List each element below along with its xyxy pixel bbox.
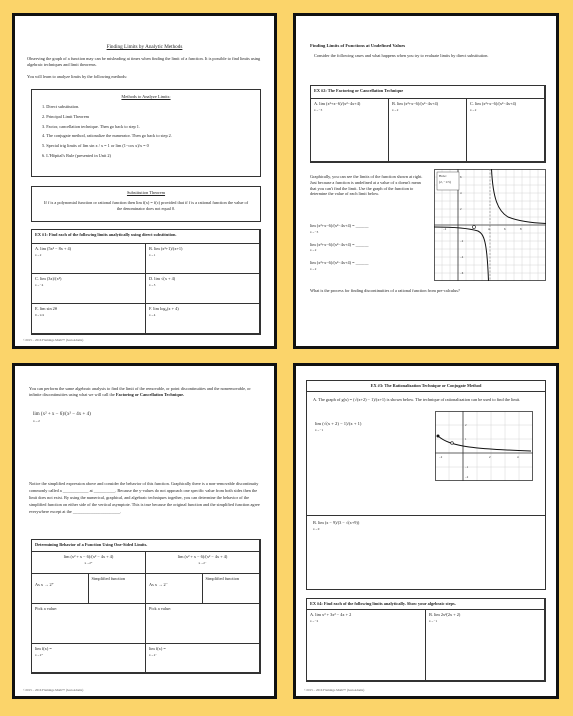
y-tick-label: −2 [465, 475, 469, 479]
intro-paragraph: You can perform the same algebraic analysis to find the limit of the removable, or point discontinuities and the nonremovable, or infinite discontinuities using what we will call the Factoring or Cancellation Technique. [29, 386, 251, 397]
ex1-cell-f: F. lim log₂(x + 4) x→4 [146, 304, 260, 334]
x-tick-label: 4 [488, 227, 490, 231]
ex1-table [31, 229, 261, 335]
graph-svg [435, 411, 533, 481]
method-item: 6. L'Hôpital's Rule (presented in Unit 2) [42, 152, 111, 158]
intro-paragraph: Observing the graph of a function may can be misleading at times when finding the limit of a function. It is possible to find limits using algebraic techniques and limit theorems. [27, 56, 261, 67]
ex3-box [306, 380, 546, 590]
x-tick-label: 2 [489, 455, 491, 459]
y-tick-label: 2 [460, 207, 462, 211]
ex4-table [306, 598, 546, 682]
right-simplified-row [146, 574, 260, 604]
footer: ©2015 – 2016 Flamingo Math™ (Jean Adams) [23, 688, 84, 692]
simplified-function-label: Simplified function [205, 576, 240, 581]
limit-blank-3: lim (x²+x−6)/(x²−4x+4) = ______ x→2 [310, 260, 369, 271]
ex1-title: EX #1: Find each of the following limits analytically using direct substitution. [32, 230, 260, 244]
ex1-cell-e: E. lim sin 2θ θ→π/4 [32, 304, 146, 334]
as-x-approaches-right: As x → 2⁺ [32, 574, 89, 603]
asymptote-paragraph: Notice the simplified expression above and consider the behavior of this function. Graphically there is a non-removable discontinuity commonly called a ____________ at __________. Because the y-values do not approach one specific value from both sides then the limit does not exist. By using the numerical, graphical, and algebraic techniques together, you can determine the behavior of the simplified function on either side of the vertical asymptote. This is true because the original function and the simplified function agree everywhere except at the ______________________. [29, 481, 260, 514]
ex2-cell-a: A. lim (x²+x−6)/(x²−4x+4) x→−3 [311, 99, 389, 162]
x-tick-label: 8 [520, 227, 522, 231]
rationalization-graph [435, 411, 533, 481]
ex4-title: EX #4: Find each of the following limits analytically. Show your algebraic steps. [307, 599, 545, 610]
right-pick-value: Pick a value: [146, 604, 260, 644]
ex2-title: EX #2: The Factoring or Cancellation Technique [311, 86, 545, 99]
graph-explanation: Graphically, you can see the limits of the function shown at right. Just because a function is undefined at a value of x doesn't mean that you can't find the limit. Use the graph of the function to determine the value of each limit below. [310, 174, 423, 197]
y-tick-label: 4 [460, 191, 462, 195]
substitution-theorem-box [31, 186, 261, 222]
hole-label: Hole: [439, 174, 447, 178]
endpoint [437, 435, 440, 438]
right-limit-header: lim (x² + x − 6)/(x² − 4x + 4) x→2⁻ [146, 552, 260, 574]
left-limit-result: lim f(x) = x→2⁺ [32, 644, 146, 673]
ex1-cell-c: C. lim (3x)/(x²) x→−4 [32, 274, 146, 304]
x-tick-label: 4 [517, 455, 519, 459]
right-limit-result: lim f(x) = x→2⁻ [146, 644, 260, 673]
one-sided-limits-table [31, 539, 261, 674]
left-pick-value: Pick a value: [32, 604, 146, 644]
page-heading: Finding Limits of Functions at Undefined Values [310, 43, 406, 48]
ex1-cell-d: D. lim √(x + 4) x→5 [146, 274, 260, 304]
y-tick-label: −6 [460, 271, 464, 275]
intro-methods-line: You will learn to analyze limits by the following methods: [27, 74, 128, 79]
ex3-part-a-limit: lim (√(x + 2) − 1)/(x + 1) x→−1 [315, 421, 362, 433]
methods-box [31, 89, 261, 177]
ex3-title: EX #3: The Rationalization Technique or Conjugate Method [307, 381, 545, 392]
rational-function-graph [434, 169, 546, 281]
intro-paragraph: Consider the following cases and what happens when you try to evaluate limits by direct substitution. [314, 53, 489, 58]
method-item: 1. Direct substitution. [42, 103, 80, 109]
y-tick-label: 1 [465, 437, 467, 441]
x-tick-label: 2 [472, 227, 474, 231]
ex1-cell-a: A. lim (5x² − 8x + 4) x→2 [32, 244, 146, 274]
y-tick-label: −2 [460, 239, 464, 243]
left-limit-header: lim (x² + x − 6)/(x² − 4x + 4) x→2⁺ [32, 552, 146, 574]
ex4-cell-b: B. lim 2x²(2x + 2) x→−1 [426, 610, 545, 681]
ex3-part-a-text: A. The graph of g(x) = (√(x+2) − 1)/(x+1) is shown below. The technique of rationalization can be used to find the limit. [313, 396, 521, 402]
simplified-function-label: Simplified function [91, 576, 126, 581]
method-item: 2. Principal Limit Theorem [42, 113, 89, 119]
x-tick-label: 6 [504, 227, 506, 231]
method-item: 3. Factor, cancellation technique. Then go back to step 1. [42, 123, 140, 129]
table-title: Determining Behavior of a Function Using One-Sided Limits. [32, 540, 260, 552]
substitution-theorem-title: Substitution Theorem [126, 190, 166, 195]
ex2-cell-c: C. lim (x²+x−6)/(x²−4x+4) x→2 [467, 99, 545, 162]
x-tick-label: −2 [439, 455, 443, 459]
main-limit-expression: lim (x² + x − 6)/(x² − 4x + 4) x→2 [33, 412, 91, 423]
footer: ©2015 – 2016 Flamingo Math™ (Jean Adams) [23, 338, 84, 342]
hole-point-label: (2, −1/5) [439, 180, 451, 184]
limit-blank-1: lim (x²+x−6)/(x²−4x+4) = ______ x→−3 [310, 223, 369, 234]
hole-point [451, 442, 454, 445]
discontinuity-question: What is the process for finding discontinuities of a rational function from pre-calculus? [310, 288, 460, 293]
x-tick-label: −2 [443, 227, 447, 231]
method-item: 4. The conjugate method, rationalize the numerator. Then go back to step 2. [42, 133, 172, 139]
methods-box-title: Methods to Analyze Limits: [121, 94, 171, 99]
ex4-cell-a: A. lim x³ + 3x² − 4x + 2 x→−2 [307, 610, 426, 681]
method-item: 5. Special trig limits of lim sin x / x = 1 or lim (1−cos x)/x = 0 [42, 143, 149, 149]
worksheet-page-4 [293, 363, 559, 699]
ex3-part-b: B. lim (x − 9)/(3 − √(x+9)) x→0 [307, 515, 545, 536]
limit-blanks [310, 223, 428, 272]
worksheet-page-2 [293, 13, 559, 349]
footer: ©2015 – 2016 Flamingo Math™ (Jean Adams) [304, 688, 365, 692]
page-title: Finding Limits by Analytic Methods [106, 44, 183, 50]
ex1-cell-b: B. lim (x³+1)/(x+1) x→1 [146, 244, 260, 274]
limit-blank-2: lim (x²+x−6)/(x²−4x+4) = ______ x→2 [310, 241, 369, 253]
worksheet-page-3 [12, 363, 277, 699]
ex2-table [310, 85, 546, 163]
substitution-theorem-text: If f is a polynomial function or rational function then lim f(x) = f(c) provided that if f is a rational function the value of the denominator does not equal 0. [43, 199, 249, 211]
left-simplified-row [32, 574, 146, 604]
ex2-cell-b: B. lim (x²+x−6)/(x²−4x+4) x→2 [389, 99, 467, 162]
y-tick-label: 6 [460, 175, 462, 179]
y-tick-label: 2 [465, 423, 467, 427]
worksheet-page-1 [12, 13, 277, 349]
y-tick-label: −1 [465, 465, 469, 469]
graph-svg [434, 169, 546, 281]
as-x-approaches-left: As x → 2⁻ [146, 574, 203, 603]
y-tick-label: −4 [460, 255, 464, 259]
